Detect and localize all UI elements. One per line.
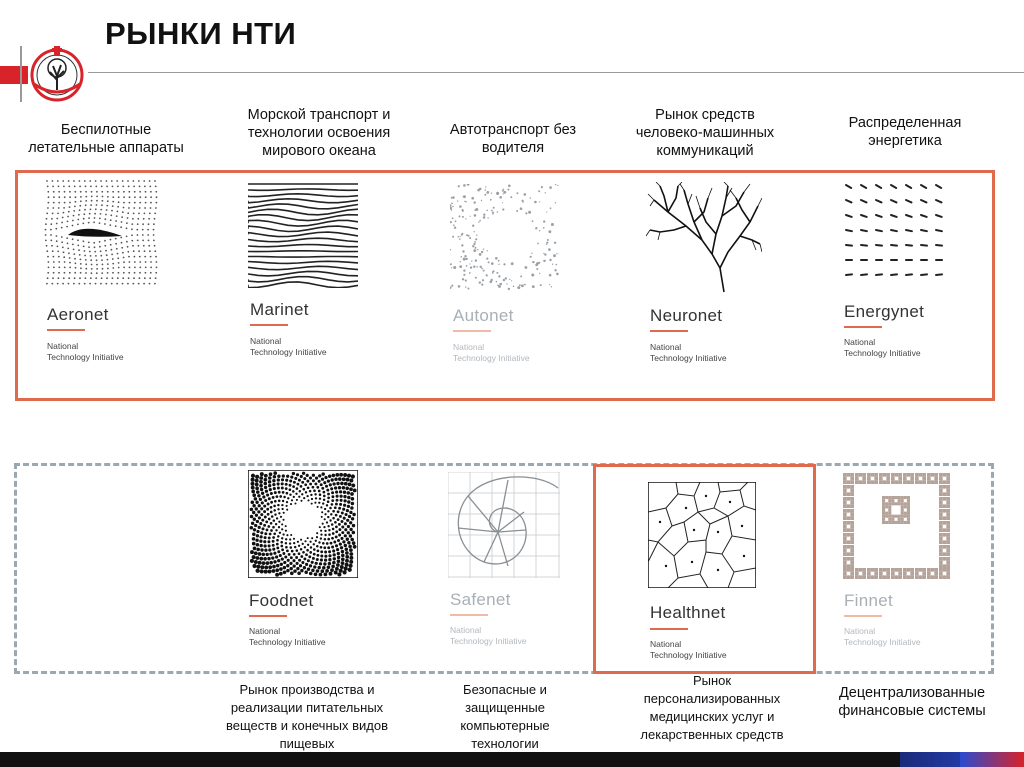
aeronet-subtitle-1: National (47, 341, 79, 351)
footer-bar-red (960, 752, 1024, 767)
institution-logo (28, 44, 86, 102)
safenet-underline (450, 614, 488, 616)
finnet-name: Finnet (844, 591, 894, 610)
neuronet-tree-art (646, 182, 762, 294)
category-label-health: Рынок персонализированных медицинских услуг и лекарственных средств (640, 673, 784, 742)
category-label-aero: Беспилотные летательные аппараты (28, 122, 184, 156)
autonet-particles-art (450, 184, 560, 292)
finnet-underline (844, 615, 882, 617)
aeronet-subtitle-2: Technology Initiative (47, 352, 124, 362)
brand-red-tab (0, 66, 28, 84)
healthnet-subtitle-2: Technology Initiative (650, 650, 727, 660)
foodnet-dots-art (248, 470, 358, 578)
category-label-fin: Децентрализованные финансовые системы (838, 685, 986, 719)
autonet-subtitle-2: Technology Initiative (453, 353, 530, 363)
marinet-waves-art (248, 180, 358, 288)
finnet-subtitle-1: National (844, 626, 876, 636)
foodnet-name: Foodnet (249, 591, 314, 610)
page-title: РЫНКИ НТИ (105, 16, 297, 51)
category-label-auto: Автотранспорт без водителя (449, 122, 577, 156)
autonet-underline (453, 330, 491, 332)
energynet-underline (844, 326, 882, 328)
safenet-spiral-art (448, 472, 560, 578)
logo-divider (20, 46, 22, 102)
safenet-subtitle-2: Technology Initiative (450, 636, 527, 646)
neuronet-subtitle-1: National (650, 342, 682, 352)
category-label-neuro: Рынок средств человеко-машинных коммуникаций (635, 107, 775, 159)
category-label-food: Рынок производства и реализации питательных веществ и конечных видов пищевых (226, 682, 388, 751)
neuronet-subtitle-2: Technology Initiative (650, 353, 727, 363)
category-label-safe: Безопасные и защищенные компьютерные технологии (460, 682, 550, 751)
category-label-energy: Распределенная энергетика (848, 115, 962, 149)
foodnet-subtitle-1: National (249, 626, 281, 636)
aeronet-name: Aeronet (47, 305, 109, 324)
title-divider (88, 72, 1024, 73)
finnet-fractal-art (842, 472, 952, 580)
marinet-subtitle-1: National (250, 336, 282, 346)
energynet-dashes-art (842, 180, 952, 286)
finnet-subtitle-2: Technology Initiative (844, 637, 921, 647)
neuronet-name: Neuronet (650, 306, 723, 325)
safenet-subtitle-1: National (450, 625, 482, 635)
energynet-subtitle-1: National (844, 337, 876, 347)
marinet-underline (250, 324, 288, 326)
foodnet-underline (249, 615, 287, 617)
energynet-name: Energynet (844, 302, 925, 321)
healthnet-voronoi-art (648, 482, 756, 588)
foodnet-subtitle-2: Technology Initiative (249, 637, 326, 647)
aeronet-underline (47, 329, 85, 331)
healthnet-name: Healthnet (650, 603, 726, 622)
category-label-marine: Морской транспорт и технологии освоения мирового океана (247, 107, 391, 159)
aeronet-airfoil-art (44, 178, 160, 290)
healthnet-underline (650, 628, 688, 630)
neuronet-underline (650, 330, 688, 332)
autonet-subtitle-1: National (453, 342, 485, 352)
footer-bar (0, 752, 1024, 767)
marinet-name: Marinet (250, 300, 309, 319)
energynet-subtitle-2: Technology Initiative (844, 348, 921, 358)
autonet-name: Autonet (453, 306, 514, 325)
healthnet-subtitle-1: National (650, 639, 682, 649)
safenet-name: Safenet (450, 590, 511, 609)
marinet-subtitle-2: Technology Initiative (250, 347, 327, 357)
